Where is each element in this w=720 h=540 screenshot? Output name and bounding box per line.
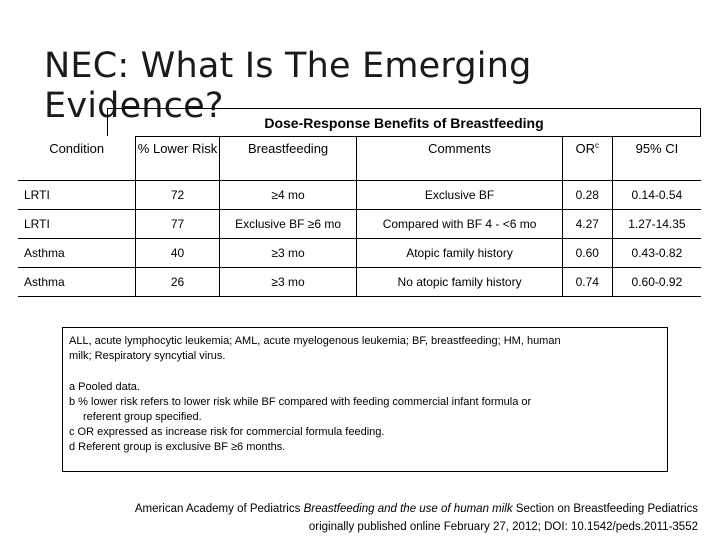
header-comments: Comments [357,137,562,181]
cell-condition: LRTI [18,181,136,210]
cell-or: 4.27 [562,210,612,239]
abbrev-line-2: milk; Respiratory syncytial virus. [69,350,226,362]
table-row [18,210,701,239]
cell-comments: Atopic family history [357,239,562,268]
table-caption: Dose-Response Benefits of Breastfeeding [107,108,701,136]
header-lower-risk: % Lower Risk [136,137,219,181]
citation-footer [135,500,698,536]
cell-lower-risk: 72 [136,181,219,210]
cell-breastfeeding: Exclusive BF ≥6 mo [219,210,357,239]
note-b-1: b % lower risk refers to lower risk while BF compared with feeding commercial infant formula or [69,396,532,408]
table-row [18,239,701,268]
cell-lower-risk: 77 [136,210,219,239]
citation-suffix: Section on Breastfeeding Pediatrics [512,503,698,515]
evidence-table [18,108,701,297]
slide-title: NEC: What Is The Emerging Evidence? [44,46,532,126]
cell-ci: 0.43-0.82 [612,239,701,268]
header-or-label: OR [575,141,596,156]
cell-or: 0.28 [562,181,612,210]
table-row [18,268,701,297]
citation-title: Breastfeeding and the use of human milk [303,503,513,515]
cell-comments: Compared with BF 4 - <6 mo [357,210,562,239]
header-or [562,137,612,181]
table-row [18,181,701,210]
cell-comments: No atopic family history [357,268,562,297]
table-header-row [18,137,701,181]
note-a: a Pooled data. [69,381,140,393]
header-breastfeeding: Breastfeeding [219,137,357,181]
header-ci: 95% CI [612,137,701,181]
cell-condition: Asthma [18,239,136,268]
cell-lower-risk: 40 [136,239,219,268]
header-or-sup: c [595,141,600,150]
note-d: d Referent group is exclusive BF ≥6 months. [69,441,286,453]
note-c: c OR expressed as increase risk for commercial formula feeding. [69,426,385,438]
abbrev-line-1: ALL, acute lymphocytic leukemia; AML, acute myelogenous leukemia; BF, breastfeeding; HM, human [69,335,561,347]
citation-line-1 [135,500,698,518]
cell-or: 0.74 [562,268,612,297]
cell-comments: Exclusive BF [357,181,562,210]
citation-prefix: American Academy of Pediatrics [134,503,304,515]
footnotes-box [62,327,668,472]
cell-breastfeeding: ≥4 mo [219,181,357,210]
cell-ci: 0.14-0.54 [612,181,701,210]
cell-condition: Asthma [18,268,136,297]
note-b-2: referent group specified. [83,411,202,423]
citation-line-2: originally published online February 27, 2012; DOI: 10.1542/peds.2011-3552 [308,521,698,533]
cell-lower-risk: 26 [136,268,219,297]
header-condition: Condition [49,140,105,156]
cell-ci: 1.27-14.35 [612,210,701,239]
cell-breastfeeding: ≥3 mo [219,239,357,268]
cell-breastfeeding: ≥3 mo [219,268,357,297]
cell-condition: LRTI [18,210,136,239]
cell-ci: 0.60-0.92 [612,268,701,297]
cell-or: 0.60 [562,239,612,268]
